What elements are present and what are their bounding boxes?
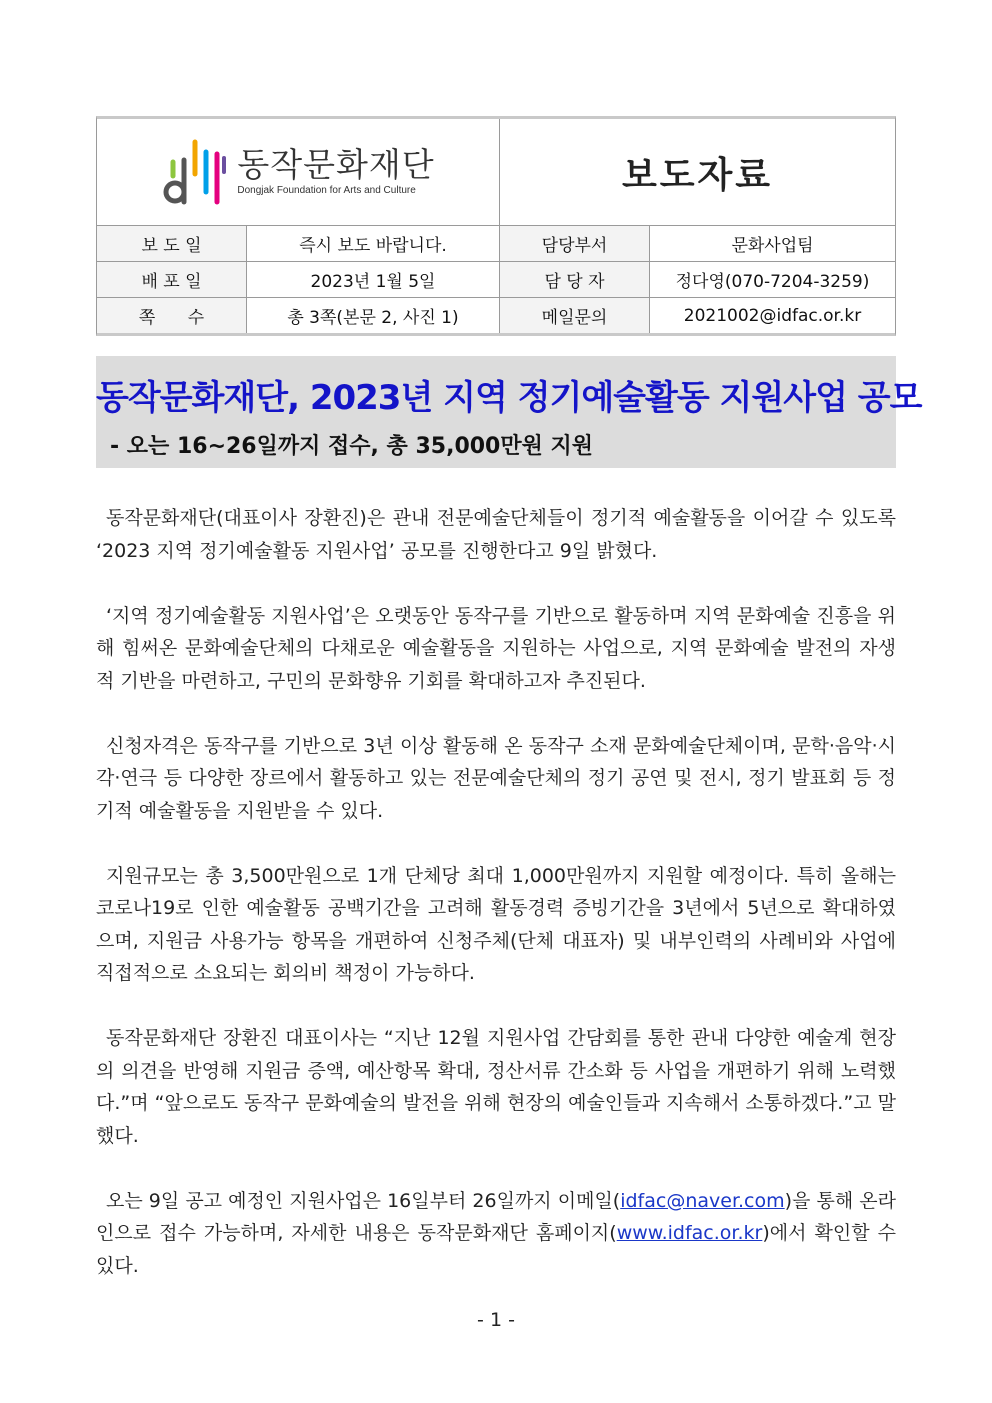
logo	[161, 136, 434, 208]
info-label: 담당부서	[500, 226, 650, 261]
paragraph	[96, 1185, 896, 1283]
page-number: - 1 -	[477, 1309, 515, 1331]
info-value: 2023년 1월 5일	[247, 262, 500, 297]
contact-email[interactable]: 2021002@idfac.or.kr	[683, 305, 862, 326]
info-label: 배 포 일	[97, 262, 247, 297]
info-label: 담 당 자	[500, 262, 650, 297]
email-link[interactable]: idfac@naver.com	[620, 1189, 785, 1212]
header-top-row	[97, 119, 895, 226]
info-label: 메일문의	[500, 298, 650, 333]
paragraph: 신청자격은 동작구를 기반으로 3년 이상 활동해 온 동작구 소재 문화예술단체이며, 문학·음악·시각·연극 등 다양한 장르에서 활동하고 있는 전문예술단체의 정기 공연 및 전시, 정기 발표회 등 정기적 예술활동을 지원받을 수 있다.	[96, 734, 896, 822]
info-value: 정다영(070-7204-3259)	[675, 272, 870, 292]
logo-name: 동작문화재단	[237, 144, 435, 184]
logo-mark-icon	[161, 136, 227, 208]
paragraph: ‘지역 정기예술활동 지원사업’은 오랫동안 동작구를 기반으로 활동하며 지역 문화예술 진흥을 위해 힘써온 문화예술단체의 다채로운 예술활동을 지원하는 사업으로, 지역 문화예술 발전의 자생적 기반을 마련하고, 구민의 문화향유 기회를 확대하고자 추진된다.	[96, 604, 896, 692]
info-value: 총 3쪽(본문 2, 사진 1)	[247, 298, 500, 333]
info-row	[97, 262, 895, 298]
logo-subtitle: Dongjak Foundation for Arts and Culture	[237, 185, 416, 197]
info-row	[97, 226, 895, 262]
homepage-link[interactable]: www.idfac.or.kr	[616, 1222, 763, 1244]
paragraph-text: )에서 확인할 수 있다.	[96, 1222, 896, 1277]
article-body	[96, 502, 896, 1315]
info-value: 문화사업팀	[731, 236, 814, 256]
paragraph-text: )을 통해 온라인으로 접수 가능하며, 자세한 내용은 동작문화재단 홈페이지(	[96, 1189, 897, 1244]
headline: 동작문화재단, 2023년 지역 정기예술활동 지원사업 공모	[96, 378, 922, 418]
paragraph: 동작문화재단(대표이사 장환진)은 관내 전문예술단체들이 정기적 예술활동을 이어갈 수 있도록 ‘2023 지역 정기예술활동 지원사업’ 공모를 진행한다고 9일 밝혔다.	[96, 507, 896, 562]
info-label: 보 도 일	[97, 226, 247, 261]
paragraph-text: 오는 9일 공고 예정인 지원사업은 16일부터 26일까지 이메일(	[106, 1189, 621, 1212]
document-title: 보도자료	[621, 154, 774, 196]
headline-box	[96, 356, 922, 468]
press-release-page	[96, 116, 896, 336]
logo-cell	[97, 119, 500, 225]
info-value: 즉시 보도 바랍니다.	[247, 226, 500, 261]
info-label: 쪽 수	[97, 298, 247, 333]
paragraph: 지원규모는 총 3,500만원으로 1개 단체당 최대 1,000만원까지 지원할 예정이다. 특히 올해는 코로나19로 인한 예술활동 공백기간을 고려해 활동경력 증빙기간을 3년에서 5년으로 확대하였으며, 지원금 사용가능 항목을 개편하여 신청주체(단체 대표자) 및 내부인력의 사례비와 사업에 직접적으로 소요되는 회의비 책정이 가능하다.	[96, 864, 896, 984]
subheadline: - 오는 16~26일까지 접수, 총 35,000만원 지원	[110, 434, 594, 459]
info-row	[97, 298, 895, 333]
title-cell	[500, 119, 895, 225]
paragraph: 동작문화재단 장환진 대표이사는 “지난 12월 지원사업 간담회를 통한 관내 다양한 예술계 현장의 의견을 반영해 지원금 증액, 예산항목 확대, 정산서류 간소화 등 사업을 개편하기 위해 노력했다.”며 “앞으로도 동작구 문화예술의 발전을 위해 현장의 예술인들과 지속해서 소통하겠다.”고 말했다.	[96, 1027, 896, 1147]
header-table	[96, 116, 896, 336]
